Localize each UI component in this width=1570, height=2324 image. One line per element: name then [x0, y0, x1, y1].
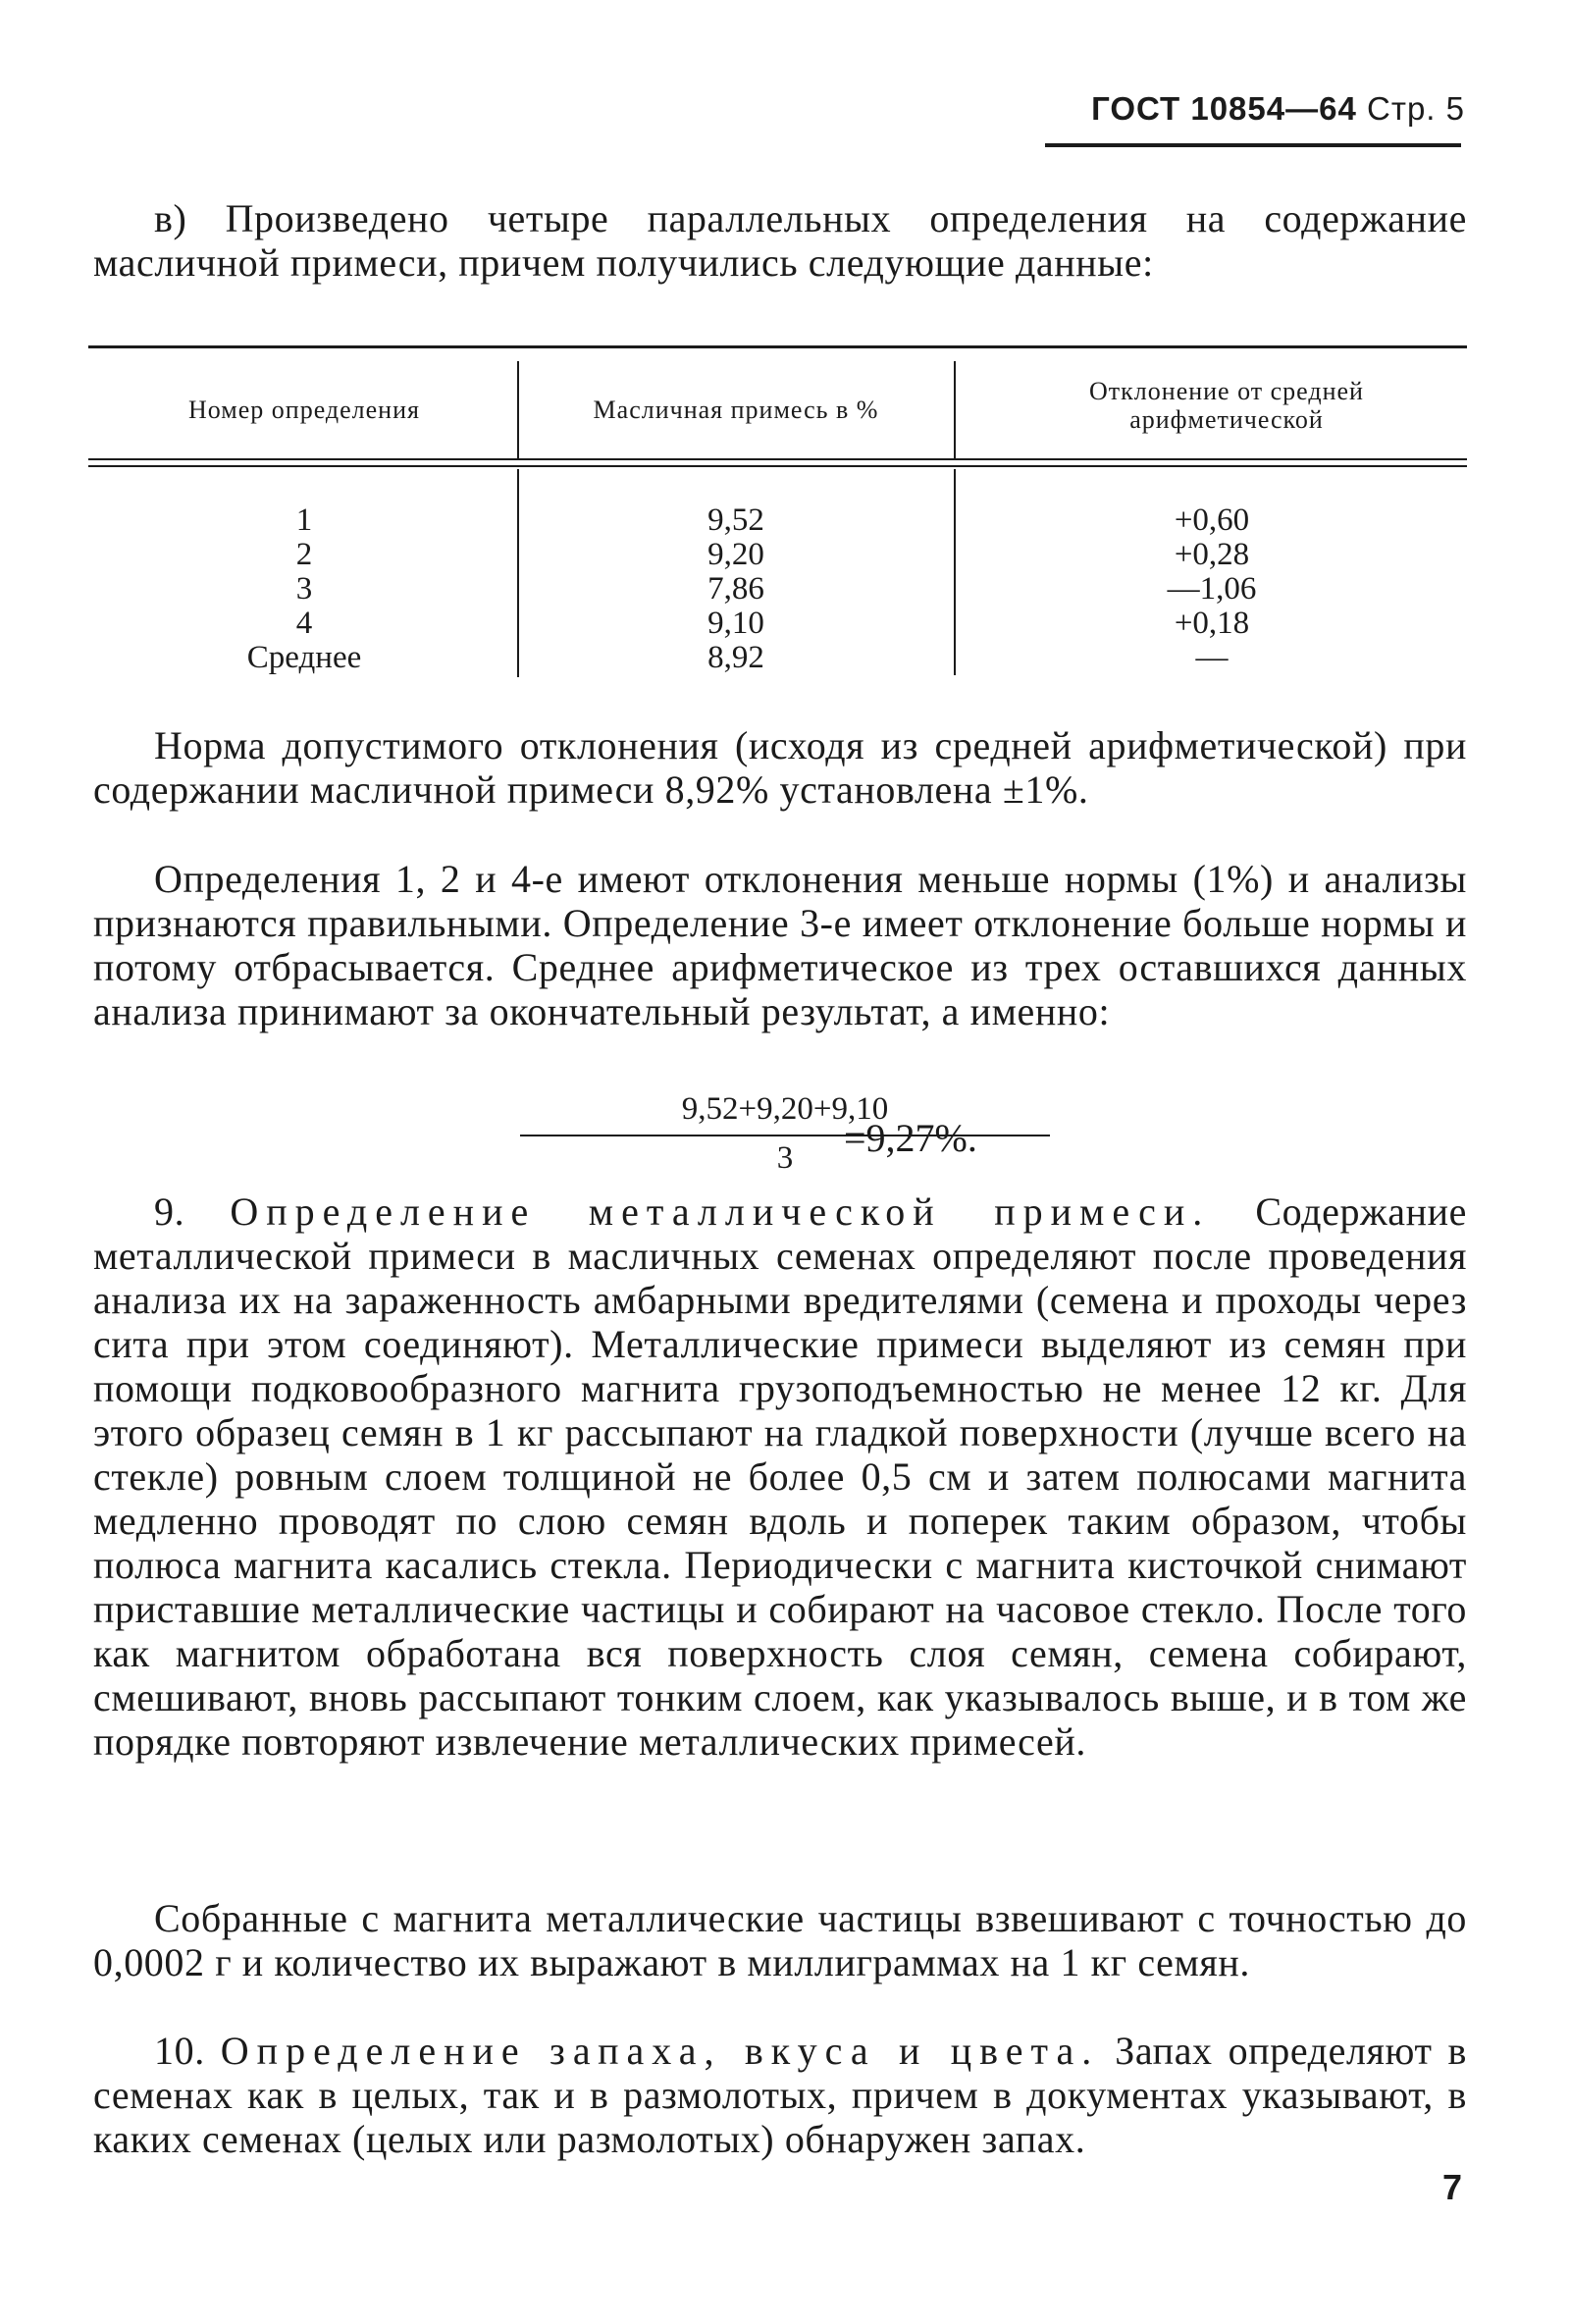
- header-rule: [1045, 143, 1461, 147]
- section-9: [93, 1189, 1467, 1764]
- table-column-admixture: [589, 503, 883, 675]
- table-cell: 9,52: [707, 502, 764, 538]
- table-cell: 9,10: [707, 606, 764, 641]
- section-title: Определение запаха, вкуса и цвета.: [220, 2029, 1100, 2073]
- table-cell: —1,06: [1167, 571, 1257, 607]
- table-cell: 3: [295, 571, 313, 607]
- table-top-rule: [88, 345, 1467, 348]
- table-header-rule: [88, 458, 1467, 460]
- table-cell: 1: [295, 502, 313, 538]
- section-text: Запах определяют в семенах как в целых, так и в размолотых, причем в документах указывают, в каких семенах (целых или размолотых) обнаружен запах.: [93, 2029, 1467, 2161]
- gost-number: ГОСТ 10854—64: [1091, 90, 1357, 127]
- table-header-cell: Масличная примесь в %: [593, 396, 879, 424]
- page-header: [1045, 90, 1465, 128]
- section-title: Определение металлической примеси.: [230, 1189, 1211, 1234]
- page-number: 7: [1442, 2167, 1463, 2207]
- intro-paragraph: в) Произведено четыре параллельных определения на содержание масличной примеси, причем получились следующие данные:: [93, 196, 1467, 285]
- formula-result: =9,27%.: [844, 1116, 977, 1160]
- formula-denominator: 3: [776, 1140, 794, 1176]
- table-cell: 4: [295, 606, 313, 641]
- formula-numerator: 9,52+9,20+9,10: [681, 1091, 889, 1127]
- table-header-cell: Отклонение от средней арифметической: [1089, 377, 1364, 434]
- table-column-number: [157, 503, 451, 675]
- table-cell: 2: [295, 537, 313, 572]
- table-cell: —: [1195, 640, 1229, 675]
- table-cell: +0,60: [1174, 502, 1250, 538]
- formula: [510, 1091, 1060, 1176]
- table-cell: 8,92: [707, 640, 764, 675]
- table-divider: [954, 361, 956, 459]
- section-number: 10.: [154, 2029, 205, 2073]
- table-divider: [954, 469, 956, 675]
- determination-paragraph: Определения 1, 2 и 4-е имеют отклонения меньше нормы (1%) и анализы признаются правильными. Определение 3-е имеет отклонение больше нормы и потому отбрасывается. Среднее арифметическое из трех оставшихся данных анализа принимают за окончательный результат, а именно:: [93, 857, 1467, 1033]
- header-page: Стр. 5: [1367, 90, 1465, 127]
- table-cell: +0,18: [1174, 606, 1250, 641]
- table-cell: 9,20: [707, 537, 764, 572]
- section-number: 9.: [154, 1189, 185, 1234]
- table-header-cell: Номер определения: [188, 396, 420, 424]
- section-text: Содержание металлической примеси в масличных семенах определяют после проведения анализа их на зараженность амбарными вредителями (семена и проходы через сита при этом соединяют). Металлические примеси выделяют из семян при помощи подковообразного магнита грузоподъемностью не менее 12 кг. Для этого образец семян в 1 кг рассыпают на гладкой поверхности (лучше всего на стекле) ровным слоем толщиной не более 0,5 см и затем полюсами магнита медленно проводят по слою семян вдоль и поперек таким образом, чтобы полюса магнита касались стекла. Периодически с магнита кисточкой снимают приставшие металлические частицы и собирают на часовое стекло. После того как магнитом обработана вся поверхность слоя семян, семена собирают, смешивают, вновь рассыпают тонким слоем, как указывалось выше, и в том же порядке повторяют извлечение металлических примесей.: [93, 1189, 1467, 1764]
- table-cell: +0,28: [1174, 537, 1250, 572]
- table-header-rule-2: [88, 465, 1467, 467]
- table-divider: [517, 469, 519, 677]
- table-column-deviation: [1065, 503, 1359, 675]
- table-divider: [517, 361, 519, 459]
- norm-paragraph: Норма допустимого отклонения (исходя из средней арифметической) при содержании масличной примеси 8,92% установлена ±1%.: [93, 723, 1467, 812]
- table-cell: 7,86: [707, 571, 764, 607]
- table-cell: Среднее: [246, 640, 362, 675]
- section-10: [93, 2029, 1467, 2161]
- weighing-paragraph: Собранные с магнита металлические частицы взвешивают с точностью до 0,0002 г и количество их выражают в миллиграммах на 1 кг семян.: [93, 1896, 1467, 1984]
